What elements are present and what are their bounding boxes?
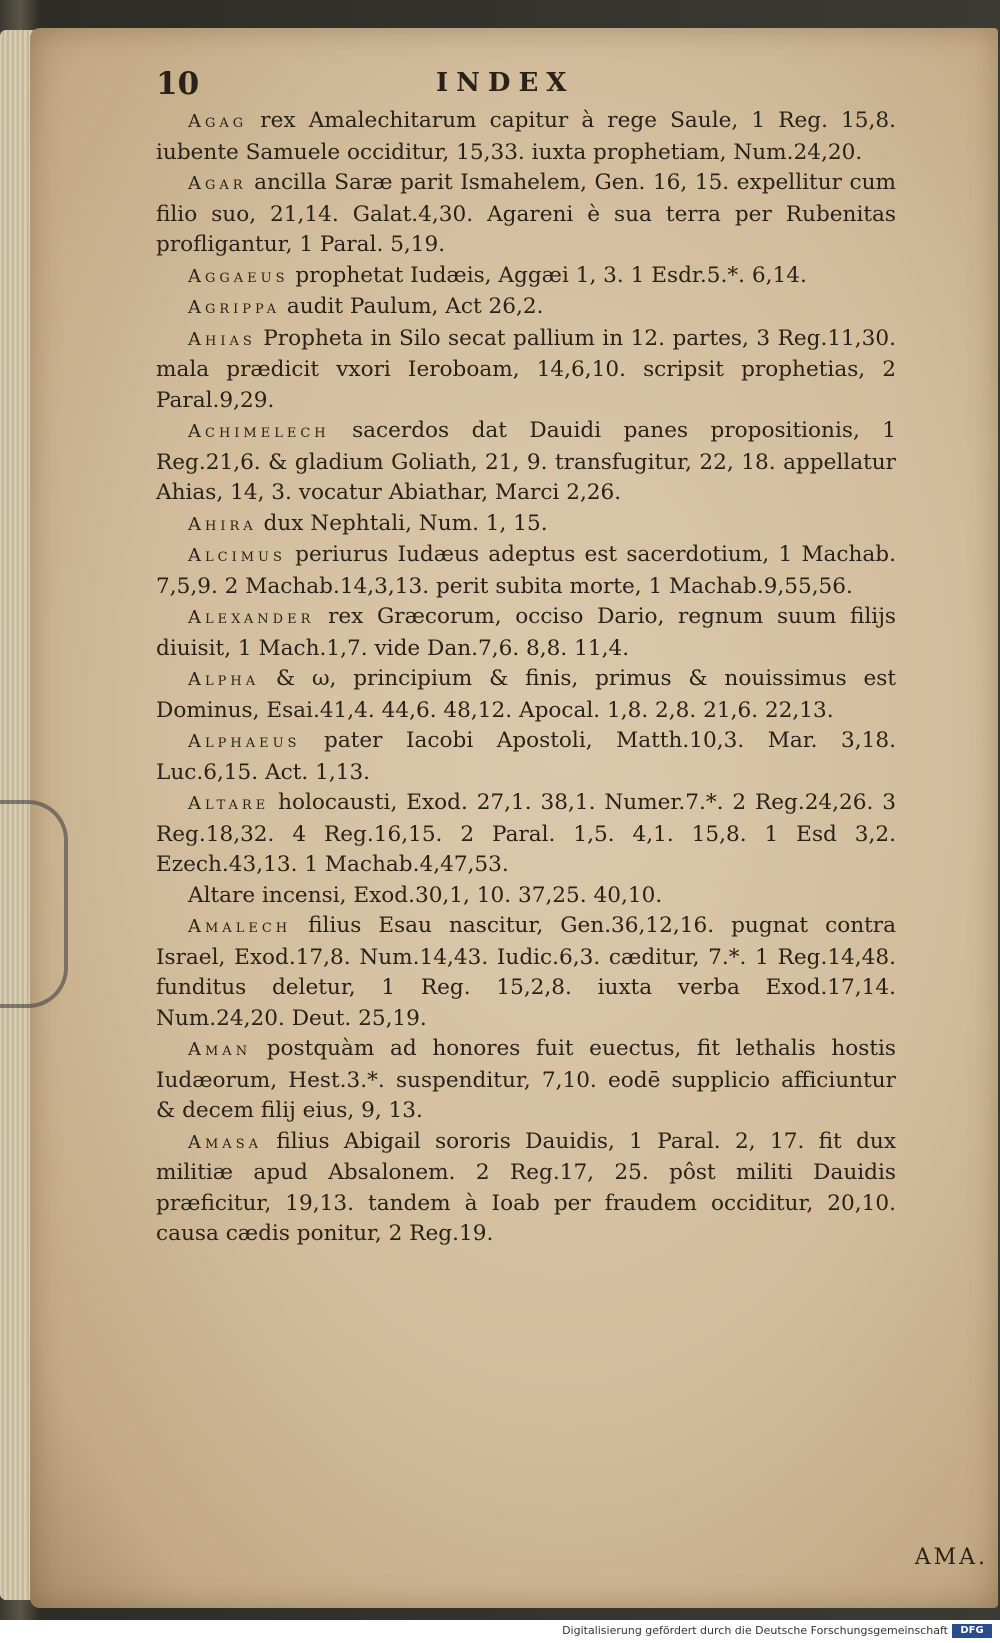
dfg-logo: DFG bbox=[952, 1624, 992, 1638]
entry-text: sacerdos dat Dauidi panes propositionis, 1 Reg.21,6. & gladium Goliath, 21, 9. transfugitur, 22, 18. appellatur Ahias, 14, 3. vocatur Abiathar, Marci 2,26. bbox=[156, 418, 896, 505]
index-entry bbox=[156, 509, 896, 541]
entry-text: Propheta in Silo secat pallium in 12. partes, 3 Reg.11,30. mala prædicit vxori Ieroboam, 14,6,10. scripsit prophetias, 2 Paral.9,29. bbox=[156, 325, 896, 413]
ribbon-marker bbox=[0, 800, 68, 1008]
entry-lemma: Ahira bbox=[188, 513, 257, 535]
index-entry bbox=[156, 324, 896, 417]
entry-lemma: Agar bbox=[188, 173, 247, 194]
entry-text: rex Græcorum, occiso Dario, regnum suum filijs diuisit, 1 Mach.1,7. vide Dan.7,6. 8,8. 11,4. bbox=[156, 604, 896, 661]
index-entry bbox=[156, 106, 896, 168]
entry-text: pater Iacobi Apostoli, Matth.10,3. Mar. 3,18. Luc.6,15. Act. 1,13. bbox=[156, 728, 896, 785]
entry-lemma: Agag bbox=[188, 111, 248, 132]
entry-lemma: Alphaeus bbox=[188, 731, 301, 752]
index-entry bbox=[156, 540, 896, 602]
entry-text: dux Nephtali, Num. 1, 15. bbox=[263, 510, 548, 536]
index-entry bbox=[156, 911, 896, 1034]
entry-text: postquàm ad honores fuit euectus, fit lethalis hostis Iudæorum, Hest.3.*. suspenditur, 7,10. eodē supplicio afficiuntur & decem filij eius, 9, 13. bbox=[156, 1036, 896, 1123]
page-header bbox=[156, 66, 896, 106]
index-entry bbox=[156, 602, 896, 664]
page-text bbox=[156, 66, 896, 1250]
entry-text: ancilla Saræ parit Ismahelem, Gen. 16, 15. expellitur cum filio suo, 21,14. Galat.4,30. Agareni è sua terra per Rubenitas profligantur, 1 Paral. 5,19. bbox=[156, 170, 896, 257]
entry-text: Altare incensi, Exod.30,1, 10. 37,25. 40,10. bbox=[188, 882, 663, 908]
entry-lemma: Alpha bbox=[188, 669, 260, 690]
entry-lemma: Amasa bbox=[188, 1131, 262, 1153]
entry-lemma: Altare bbox=[188, 793, 270, 814]
entry-text: holocausti, Exod. 27,1. 38,1. Numer.7.*. 2 Reg.24,26. 3 Reg.18,32. 4 Reg.16,15. 2 Paral. 1,5. 4,1. 15,8. 1 Esd 3,2. Ezech.43,13. 1 Machab.4,47,53. bbox=[156, 790, 896, 877]
index-entry bbox=[156, 416, 896, 509]
catchword: AMA. bbox=[914, 1545, 988, 1570]
index-entry bbox=[156, 664, 896, 726]
entry-text: filius Esau nascitur, Gen.36,12,16. pugnat contra Israel, Exod.17,8. Num.14,43. Iudic.6,3. cæditur, 7.*. 1 Reg.14,48. funditus deletur, 1 Reg. 15,2,8. iuxta verba Exod.17,14. Num.24,20. Deut. 25,19. bbox=[156, 913, 896, 1031]
funding-credit: Digitalisierung gefördert durch die Deutsche Forschungsgemeinschaft bbox=[562, 1624, 948, 1637]
entry-lemma: Alcimus bbox=[188, 545, 286, 566]
entry-text: prophetat Iudæis, Aggæi 1, 3. 1 Esdr.5.*. 6,14. bbox=[295, 262, 807, 288]
index-entry bbox=[156, 168, 896, 261]
index-entry bbox=[156, 292, 896, 324]
entry-lemma: Aggaeus bbox=[188, 265, 289, 287]
entry-text: rex Amalechitarum capitur à rege Saule, 1 Reg. 15,8. iubente Samuele occiditur, 15,33. iuxta prophetiam, Num.24,20. bbox=[156, 108, 896, 165]
entry-lemma: Achimelech bbox=[188, 421, 330, 442]
entry-lemma: Agrippa bbox=[188, 297, 280, 318]
entry-text: audit Paulum, Act 26,2. bbox=[286, 294, 544, 319]
index-entry bbox=[156, 261, 896, 293]
entry-text: periurus Iudæus adeptus est sacerdotium, 1 Machab. 7,5,9. 2 Machab.14,3,13. perit subita morte, 1 Machab.9,55,56. bbox=[156, 542, 896, 599]
digitization-footer bbox=[0, 1620, 1000, 1643]
entry-lemma: Ahias bbox=[188, 328, 256, 350]
running-head: INDEX bbox=[436, 68, 575, 98]
entry-text: filius Abigail sororis Dauidis, 1 Paral. 2, 17. fit dux militiæ apud Absalonem. 2 Reg.17, 25. pôst militi Dauidis præficitur, 19,13. tandem à Ioab per fraudem occiditur, 20,10. causa cædis ponitur, 2 Reg.19. bbox=[156, 1128, 896, 1246]
entry-text: & ω, principium & finis, primus & nouissimus est Dominus, Esai.41,4. 44,6. 48,12. Apocal. 1,8. 2,8. 21,6. 22,13. bbox=[156, 666, 897, 723]
index-entries bbox=[156, 106, 896, 1250]
index-entry bbox=[156, 1034, 896, 1127]
entry-lemma: Aman bbox=[188, 1039, 252, 1060]
index-entry bbox=[156, 881, 896, 912]
index-entry bbox=[156, 726, 896, 788]
entry-lemma: Alexander bbox=[188, 607, 315, 628]
entry-lemma: Amalech bbox=[188, 916, 292, 937]
index-entry bbox=[156, 1127, 896, 1250]
page-number: 10 bbox=[156, 66, 200, 102]
index-entry bbox=[156, 788, 896, 881]
